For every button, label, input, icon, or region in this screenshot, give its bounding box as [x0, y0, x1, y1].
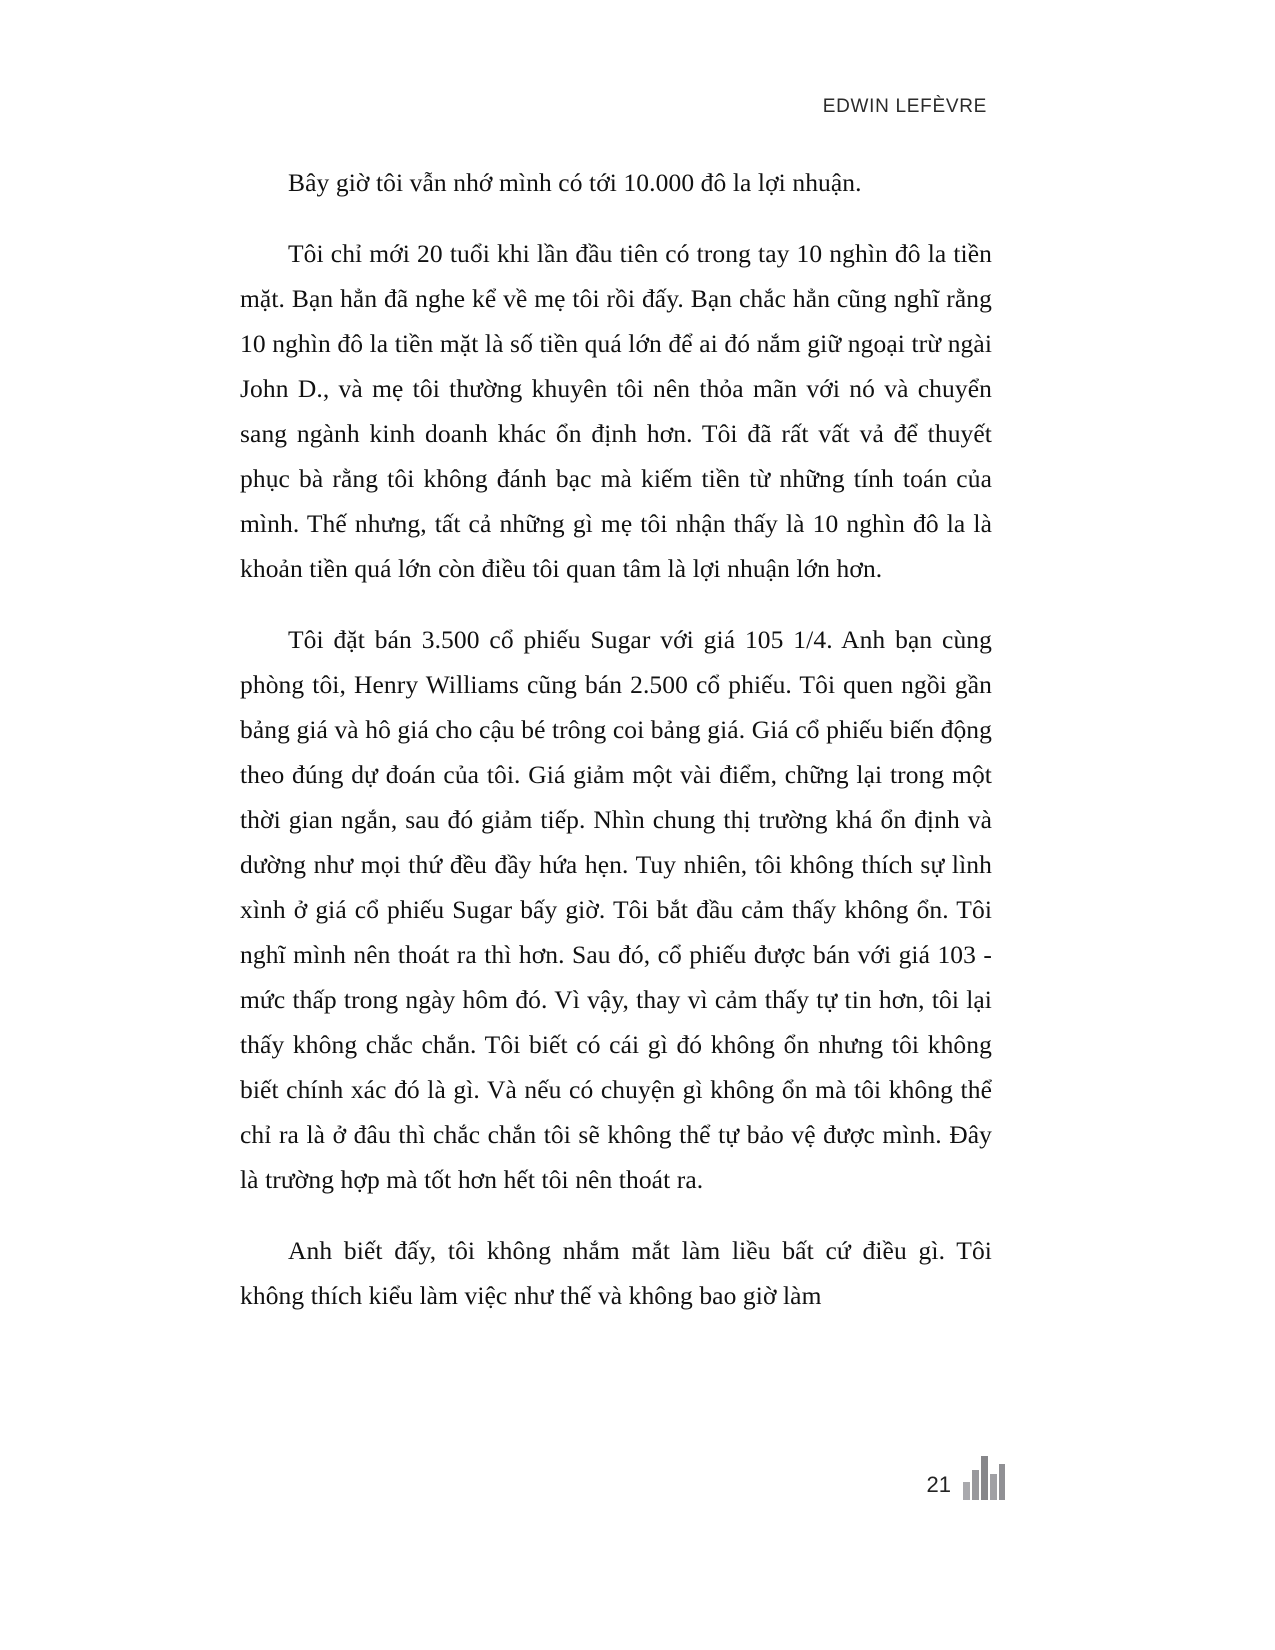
running-head: EDWIN LEFÈVRE: [822, 96, 987, 117]
paragraph: Anh biết đấy, tôi không nhắm mắt làm liều bất cứ điều gì. Tôi không thích kiểu làm việc như thế và không bao giờ làm: [240, 1236, 992, 1310]
page-number: 21: [926, 1472, 951, 1497]
paragraph: Tôi chỉ mới 20 tuổi khi lần đầu tiên có trong tay 10 nghìn đô la tiền mặt. Bạn hẳn đã nghe kể về mẹ tôi rồi đấy. Bạn chắc hẳn cũng nghĩ rằng 10 nghìn đô la tiền mặt là số tiền quá lớn để ai đó nắm giữ ngoại trừ ngài John D., và mẹ tôi thường khuyên tôi nên thỏa mãn với nó và chuyển sang ngành kinh doanh khác ổn định hơn. Tôi đã rất vất vả để thuyết phục bà rằng tôi không đánh bạc mà kiếm tiền từ những tính toán của mình. Thế nhưng, tất cả những gì mẹ tôi nhận thấy là 10 nghìn đô la là khoản tiền quá lớn còn điều tôi quan tâm là lợi nhuận lớn hơn.: [240, 239, 992, 583]
page-footer: [927, 1454, 1007, 1500]
chart-bars-icon: [961, 1454, 1007, 1500]
body-text: [240, 160, 992, 1318]
paragraph: Bây giờ tôi vẫn nhớ mình có tới 10.000 đô la lợi nhuận.: [288, 168, 862, 197]
paragraph: Tôi đặt bán 3.500 cổ phiếu Sugar với giá 105 1/4. Anh bạn cùng phòng tôi, Henry Williams cũng bán 2.500 cổ phiếu. Tôi quen ngồi gần bảng giá và hô giá cho cậu bé trông coi bảng giá. Giá cổ phiếu biến động theo đúng dự đoán của tôi. Giá giảm một vài điểm, chững lại trong một thời gian ngắn, sau đó giảm tiếp. Nhìn chung thị trường khá ổn định và dường như mọi thứ đều đầy hứa hẹn. Tuy nhiên, tôi không thích sự lình xình ở giá cổ phiếu Sugar bấy giờ. Tôi bắt đầu cảm thấy không ổn. Tôi nghĩ mình nên thoát ra thì hơn. Sau đó, cổ phiếu được bán với giá 103 - mức thấp trong ngày hôm đó. Vì vậy, thay vì cảm thấy tự tin hơn, tôi lại thấy không chắc chắn. Tôi biết có cái gì đó không ổn nhưng tôi không biết chính xác đó là gì. Và nếu có chuyện gì không ổn mà tôi không thể chỉ ra là ở đâu thì chắc chắn tôi sẽ không thể tự bảo vệ được mình. Đây là trường hợp mà tốt hơn hết tôi nên thoát ra.: [240, 625, 992, 1194]
